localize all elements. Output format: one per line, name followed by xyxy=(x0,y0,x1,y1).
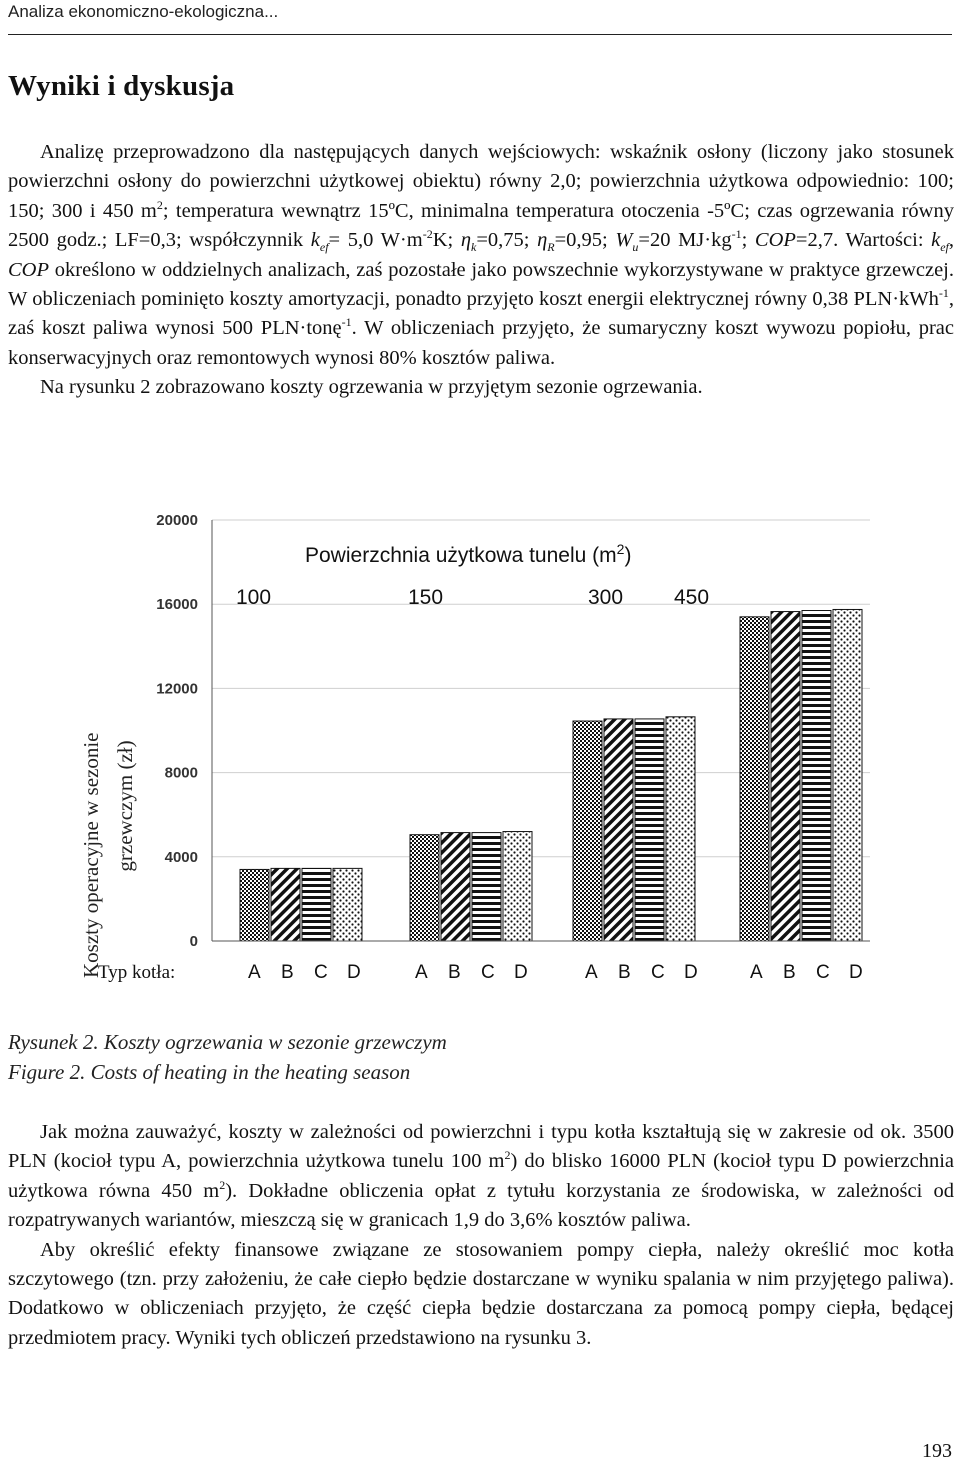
bar-100-B xyxy=(271,868,300,941)
x-category-label: B xyxy=(448,962,461,983)
bar-150-C xyxy=(472,833,501,941)
bar-300-B xyxy=(604,719,633,941)
x-category-label: C xyxy=(314,962,328,983)
bar-150-D xyxy=(503,832,532,941)
y-tick-label: 20000 xyxy=(156,512,198,529)
y-tick-label: 0 xyxy=(189,933,198,950)
body-text-upper xyxy=(8,138,954,403)
header-rule xyxy=(8,34,952,35)
figure-caption-en: Figure 2. Costs of heating in the heating season xyxy=(8,1060,411,1084)
bar-100-A xyxy=(240,869,269,941)
x-category-label: A xyxy=(750,962,763,983)
y-tick-label: 4000 xyxy=(164,848,198,866)
x-category-label: D xyxy=(347,962,361,983)
y-tick-label: 12000 xyxy=(156,680,198,698)
bar-450-B xyxy=(771,612,800,941)
x-category-label: B xyxy=(618,962,631,983)
x-category-label: A xyxy=(415,962,428,983)
x-category-label: A xyxy=(248,962,261,983)
x-category-label: B xyxy=(281,962,294,983)
group-label-150: 150 xyxy=(408,586,444,609)
bar-300-D xyxy=(666,717,695,941)
bar-450-D xyxy=(833,609,862,941)
group-labels xyxy=(236,586,709,609)
body-text-lower xyxy=(8,1118,954,1353)
chart-heating-costs xyxy=(0,500,960,1000)
chart-svg xyxy=(0,500,960,1000)
x-category-label: C xyxy=(481,962,495,983)
y-axis-label-line1: Koszty operacyjne w sezonie xyxy=(79,732,103,978)
x-axis-prefix: Typ kotła: xyxy=(98,962,176,983)
bar-450-A xyxy=(740,617,769,941)
bars xyxy=(240,609,862,941)
paragraph-input-data: Analizę przeprowadzono dla następujących danych wejściowych: wskaźnik osłony (liczony jako stosunek powierzchni osłony do powierzchni użytkowej obiektu) równy 2,0; powierzchnia użytkowa odpowiednio: 100; 150; 300 i 450 $m^2$; temperatura wewnątrz 15ºC, minimalna temperatura otoczenia -5ºC; czas ogrzewania równy 2500 godz.; LF=0,3; współczynnik $k_{ef}= 5,0$ $W\cdot m^{-2}K$; $\eta_k=0,75$; $\eta_R=0,95$; $W_u=20$ $MJ\cdot kg^{-1}$; COP=2,7. Wartości: $k_{ef}$, COP określono w oddzielnych analizach, zaś pozostałe jako powszechnie wykorzystywane w praktyce grzewczej. W obliczeniach pominięto koszty amortyzacji, ponadto przyjęto koszt energii elektrycznej równy 0,38 PLN·kWh$^{-1}$, zaś koszt paliwa wynosi 500 PLN·tonę$^{-1}$. W obliczeniach przyjęto, że sumaryczny koszt wywozu popiołu, prac konserwacyjnych oraz remontowych wynosi 80% kosztów paliwa. xyxy=(8,141,955,369)
figure-caption-pl: Rysunek 2. Koszty ogrzewania w sezonie grzewczym xyxy=(8,1030,447,1054)
x-category-label: B xyxy=(783,962,796,983)
chart-title: Powierzchnia użytkowa tunelu $(m^2)$ xyxy=(305,541,632,567)
section-title: Wyniki i dyskusja xyxy=(8,70,235,102)
running-head: Analiza ekonomiczno-ekologiczna... xyxy=(8,2,279,21)
bar-450-C xyxy=(802,611,831,941)
bar-100-D xyxy=(333,868,362,941)
y-axis-label-line2: grzewczym (zł) xyxy=(113,740,137,872)
y-tick-label: 16000 xyxy=(156,596,198,614)
x-category-label: C xyxy=(651,962,665,983)
group-label-300: 300 xyxy=(588,586,624,609)
x-category-label: D xyxy=(849,962,863,983)
category-labels xyxy=(248,962,863,983)
x-category-label: A xyxy=(585,962,598,983)
bar-300-C xyxy=(635,719,664,941)
bar-150-B xyxy=(441,833,470,941)
y-axis-ticks xyxy=(156,512,198,950)
bar-150-A xyxy=(410,835,439,941)
y-tick-label: 8000 xyxy=(164,764,198,782)
paragraph-figure-intro: Na rysunku 2 zobrazowano koszty ogrzewania w przyjętym sezonie ogrzewania. xyxy=(40,376,703,399)
group-label-100: 100 xyxy=(236,586,272,609)
group-label-450: 450 xyxy=(674,586,710,609)
x-category-label: D xyxy=(514,962,528,983)
bar-100-C xyxy=(302,868,331,941)
bar-300-A xyxy=(573,721,602,941)
x-category-label: D xyxy=(684,962,698,983)
page-number: 193 xyxy=(922,1440,952,1462)
paragraph-cost-range: Jak można zauważyć, koszty w zależności od powierzchni i typu kotła kształtują się w zakresie od ok. 3500 PLN (kocioł typu A, powierzchnia użytkowa tunelu 100 $m^2$) do blisko 16000 PLN (kocioł typu D powierzchnia użytkowa równa 450 $m^2$). Dokładne obliczenia opłat z tytułu korzystania ze środowiska, w zależności od rozpatrywanych wariantów, mieszczą się w granicach 1,9 do 3,6% kosztów paliwa. xyxy=(8,1121,954,1232)
x-category-label: C xyxy=(816,962,830,983)
paragraph-heat-pump: Aby określić efekty finansowe związane ze stosowaniem pompy ciepła, należy określić moc kotła szczytowego (tzn. przy założeniu, że całe ciepło będzie dostarczane w wyniku spalania w nim przyjętego paliwa). Dodatkowo w obliczeniach przyjęto, że część ciepła będzie dostarczana za pomocą pompy ciepła, będącej przedmiotem pracy. Wyniki tych obliczeń przedstawiono na rysunku 3. xyxy=(8,1238,954,1349)
